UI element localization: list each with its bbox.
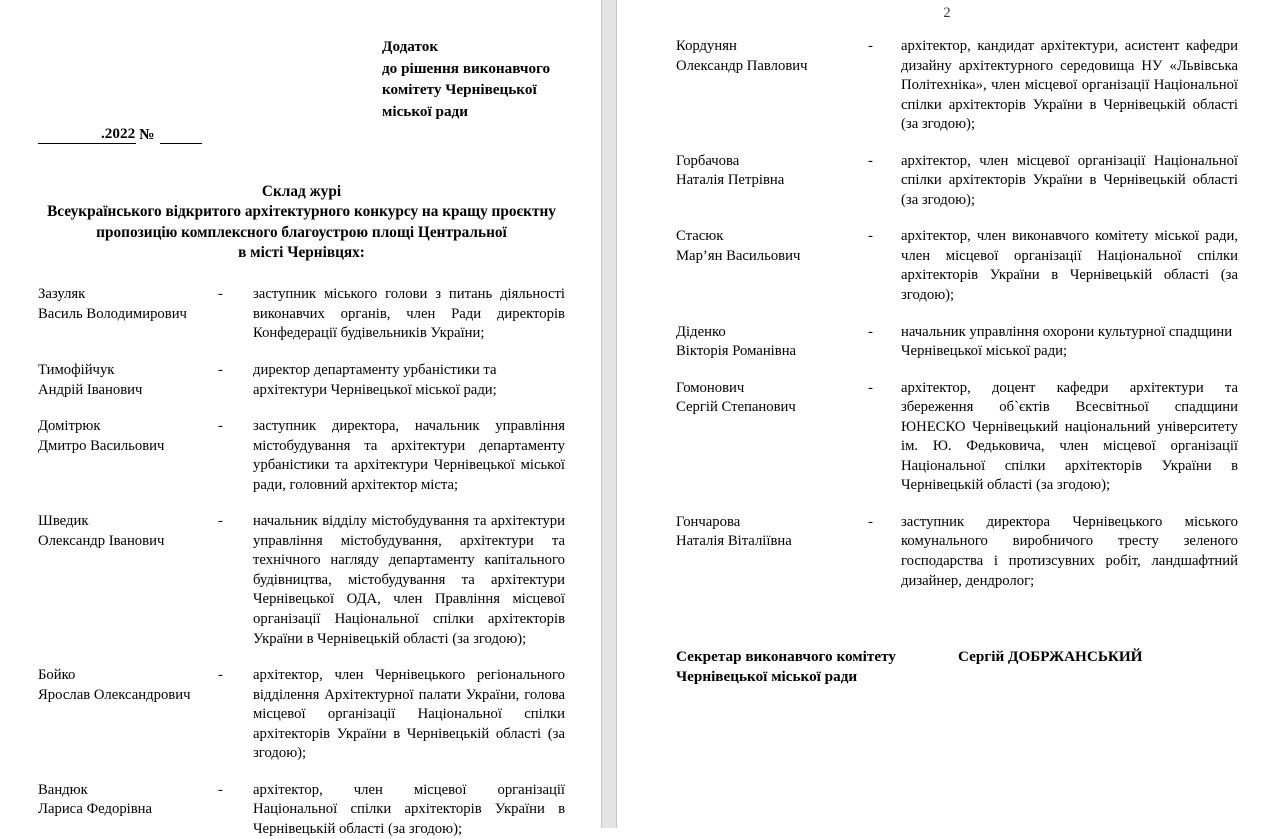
appendix-reference-line: комітету Чернівецької [382, 81, 537, 99]
entry-dash: - [868, 379, 873, 396]
jury-entry [676, 37, 1238, 135]
jury-member-surname: Вандюк [38, 781, 88, 798]
entry-dash: - [868, 228, 873, 245]
jury-member-role: директор департаменту урбаністики та архітектури Чернівецької міської ради; [253, 361, 497, 398]
entry-dash: - [218, 667, 223, 684]
jury-member-surname: Домітрюк [38, 418, 101, 435]
page-gutter [601, 0, 617, 828]
jury-member-name [676, 323, 868, 362]
jury-entry [38, 781, 565, 839]
jury-member-role: начальник управління охорони культурної спадщини Чернівецької міської ради; [901, 323, 1233, 360]
signatory-name: Сергій ДОБРЖАНСЬКИЙ [958, 648, 1143, 666]
jury-entry [38, 512, 565, 649]
jury-member-name [38, 361, 218, 400]
jury-entry [38, 666, 565, 764]
entry-dash: - [218, 781, 223, 798]
jury-member-surname: Тимофійчук [38, 361, 115, 378]
page-number: 2 [943, 5, 951, 21]
jury-member-surname: Кордунян [676, 38, 737, 54]
jury-entry [676, 513, 1238, 591]
jury-member-role: заступник директора Чернівецького міського комунального виробничого тресту зеленого господарства і протизсувних робіт, ландшафтний дизайнер, дендролог; [901, 513, 1238, 589]
jury-member-surname: Гомонович [676, 379, 745, 396]
jury-member-name [676, 37, 868, 76]
jury-member-given-name: Дмитро Васильович [38, 437, 165, 454]
signatory-office-line: Чернівецької міської ради [676, 668, 858, 686]
appendix-reference-line: до рішення виконавчого [382, 59, 551, 77]
document-page-1 [0, 0, 601, 837]
jury-member-given-name: Наталія Петрівна [676, 172, 785, 189]
signature-block [676, 647, 1238, 687]
document-page-2 [617, 0, 1264, 828]
title-line-secondary: Всеукраїнського відкритого архітектурного конкурсу на кращу проєктну пропозицію комплексного благоустрою площі Центральної [47, 203, 556, 241]
jury-member-given-name: Наталія Віталіївна [676, 533, 792, 550]
title-line-primary: Склад журі [261, 182, 342, 200]
jury-entry [676, 227, 1238, 305]
number-sign: № [139, 125, 155, 143]
jury-member-name [676, 152, 868, 191]
title-line-city: в місті Чернівцях: [238, 243, 365, 261]
entry-dash: - [218, 361, 223, 378]
jury-member-given-name: Олександр Павлович [676, 57, 808, 74]
jury-member-surname: Діденко [676, 323, 726, 340]
jury-member-role: заступник директора, начальник управління містобудування та архітектури департаменту урбаністики та архітектури Чернівецької міської ради, головний архітектор міста; [253, 418, 565, 493]
jury-member-role: архітектор, доцент кафедри архітектури та збереження об`єктів Всесвітньої спадщини ЮНЕСКО Чернівецький національний університету ім. Ю. Федьковича, член місцевої організації Національної спілки архітекторів України в Чернівецькій області (за згодою); [901, 379, 1238, 494]
jury-member-name [676, 513, 868, 552]
jury-entry [676, 152, 1238, 211]
jury-member-surname: Бойко [38, 667, 76, 684]
jury-member-role: начальник відділу містобудування та архітектури управління містобудування, архітектури та технічного нагляду департаменту капітального будівництва, містобудування та архітектури Чернівецької ОДА, член Правління місцевої організації Національної спілки архітекторів України в Чернівецькій області (за згодою); [253, 513, 565, 647]
jury-member-given-name: Мар’ян Васильович [676, 247, 801, 264]
decision-dateline [38, 125, 218, 144]
document-title [38, 182, 565, 263]
jury-list-page-1 [38, 285, 565, 839]
jury-member-given-name: Ярослав Олександрович [38, 686, 191, 703]
jury-member-name [38, 285, 218, 324]
jury-member-name [38, 781, 218, 820]
appendix-reference-block [382, 36, 562, 123]
number-blank-rule [160, 129, 202, 144]
jury-entry [676, 323, 1238, 362]
jury-member-given-name: Андрій Іванович [38, 381, 143, 398]
jury-member-name [676, 227, 868, 266]
jury-member-given-name: Сергій Степанович [676, 399, 796, 416]
jury-member-surname: Шведик [38, 513, 89, 530]
signatory-office-line: Секретар виконавчого комітету [676, 648, 896, 666]
jury-member-role: заступник міського голови з питань діяльності виконавчих органів, член Ради директорів Конфедерації будівельників України; [253, 286, 565, 342]
jury-entry [38, 361, 565, 400]
entry-dash: - [868, 323, 873, 340]
jury-member-role: архітектор, член місцевої організації Національної спілки архітекторів України в Чернівецькій області (за згодою); [253, 781, 565, 837]
jury-member-given-name: Василь Володимирович [38, 305, 187, 322]
jury-member-role: архітектор, член Чернівецького регіонального відділення Архітектурної палати України, голова місцевої організації Національної спілки архітекторів України в Чернівецькій області (за згодою); [253, 667, 565, 762]
entry-dash: - [218, 418, 223, 435]
jury-entry [38, 417, 565, 495]
jury-member-given-name: Лариса Федорівна [38, 801, 153, 818]
appendix-reference-line: Додаток [382, 38, 439, 55]
entry-dash: - [868, 513, 873, 530]
jury-member-surname: Гончарова [676, 513, 741, 530]
jury-member-surname: Горбачова [676, 152, 740, 169]
jury-entry [676, 379, 1238, 496]
jury-member-surname: Стасюк [676, 228, 724, 245]
jury-member-given-name: Вікторія Романівна [676, 343, 797, 360]
signatory-office [676, 647, 958, 687]
entry-dash: - [218, 513, 223, 530]
jury-member-role: архітектор, член виконавчого комітету міської ради, член місцевої організації Національної спілки архітекторів України в Чернівецькій області (за згодою); [901, 228, 1238, 304]
jury-member-name [38, 666, 218, 705]
entry-dash: - [868, 38, 873, 54]
jury-entry [38, 285, 565, 344]
jury-member-surname: Зазуляк [38, 286, 86, 303]
entry-dash: - [868, 152, 873, 169]
entry-dash: - [218, 286, 223, 303]
appendix-reference-line: міської ради [382, 103, 468, 121]
jury-member-role: архітектор, член місцевої організації Національної спілки архітекторів України в Чернівецькій області (за згодою); [901, 152, 1238, 208]
jury-list-page-2 [676, 37, 1238, 591]
date-blank-rule [38, 129, 100, 144]
decision-year: .2022 [101, 124, 136, 142]
jury-member-name [38, 512, 218, 551]
jury-member-given-name: Олександр Іванович [38, 532, 165, 549]
jury-member-name [676, 379, 868, 418]
jury-member-name [38, 417, 218, 456]
jury-member-role: архітектор, кандидат архітектури, асистент кафедри дизайну архітектурного середовища НУ «Львівська Політехніка», член місцевої організації Національної спілки архітекторів України в Чернівецькій області (за згодою); [901, 38, 1238, 133]
